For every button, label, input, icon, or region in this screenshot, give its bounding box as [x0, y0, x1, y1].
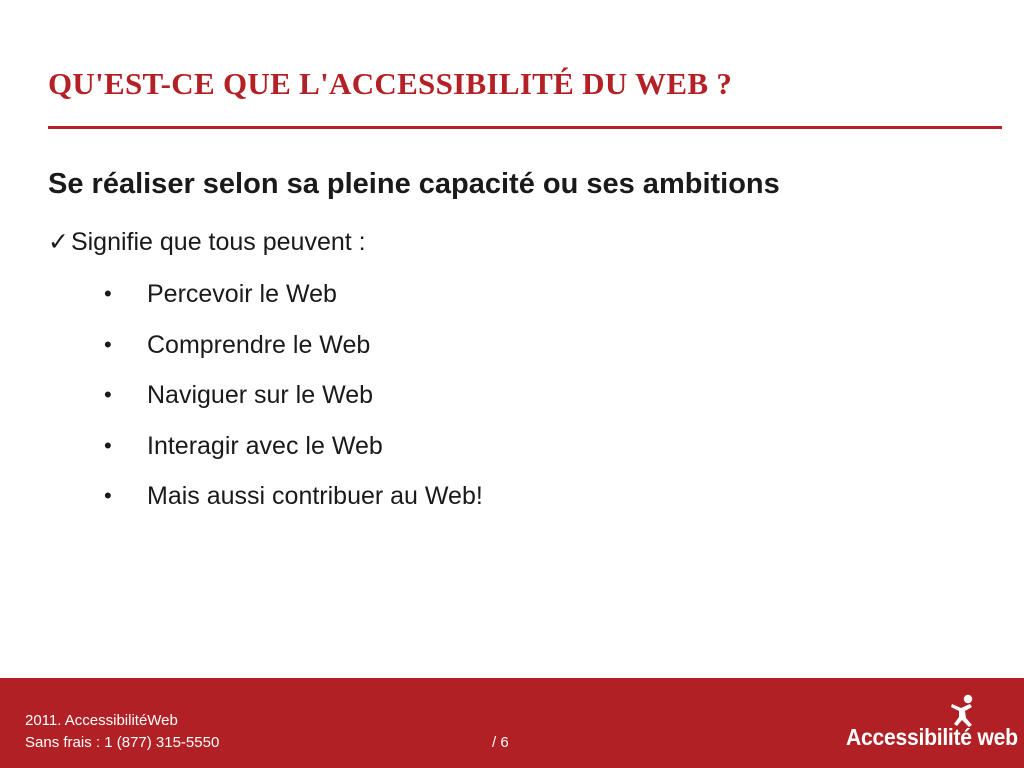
bullet-icon: • — [104, 281, 112, 306]
list-item — [104, 377, 483, 428]
list-item — [104, 428, 483, 479]
brand-logo — [846, 694, 1018, 764]
checkmark-icon: ✓ — [48, 228, 69, 256]
logo-wordmark: Accessibilité web — [846, 724, 1018, 750]
person-figure-icon — [948, 694, 978, 728]
check-item — [48, 227, 366, 257]
slide-title: QU'EST-CE QUE L'ACCESSIBILITÉ DU WEB ? — [48, 66, 733, 101]
bullet-icon: • — [104, 432, 112, 458]
bullet-icon: • — [104, 331, 112, 357]
list-item-text: Mais aussi contribuer au Web! — [147, 482, 483, 510]
footer-info — [25, 710, 219, 754]
slide-subtitle: Se réaliser selon sa pleine capacité ou ses ambitions — [48, 168, 780, 200]
list-item — [104, 478, 483, 529]
list-item-text: Naviguer sur le Web — [147, 381, 374, 409]
bullet-icon: • — [104, 382, 112, 407]
list-item-text: Percevoir le Web — [147, 280, 337, 308]
list-item — [104, 276, 483, 327]
list-item-text: Comprendre le Web — [147, 330, 371, 359]
check-item-text: Signifie que tous peuvent : — [70, 228, 366, 256]
footer-copyright: 2011. AccessibilitéWeb — [25, 712, 178, 729]
page-number: / 6 — [492, 734, 509, 751]
footer-phone: Sans frais : 1 (877) 315-5550 — [25, 734, 220, 751]
bullet-icon: • — [104, 483, 112, 508]
bullet-list — [104, 276, 483, 529]
list-item-text: Interagir avec le Web — [147, 431, 383, 460]
list-item — [104, 327, 483, 378]
footer-bar — [0, 678, 1024, 768]
title-divider — [48, 126, 1002, 129]
